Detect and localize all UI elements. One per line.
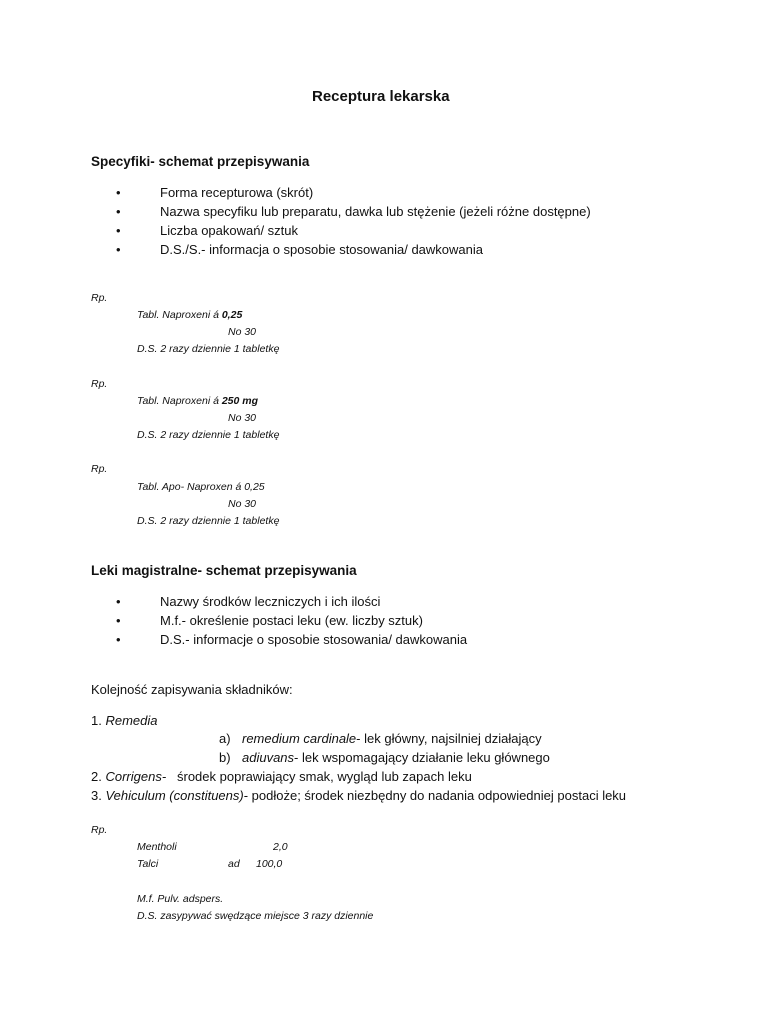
order-subitem-b	[242, 750, 550, 765]
list-item: Nazwy środków leczniczych i ich ilości	[160, 594, 381, 609]
rx-dosage: D.S. 2 razy dziennie 1 tabletkę	[137, 343, 280, 355]
list-item: D.S./S.- informacja o sposobie stosowania/ dawkowania	[160, 242, 483, 257]
list-item: Forma recepturowa (skrót)	[160, 185, 314, 200]
bullet-marker: •	[116, 223, 121, 238]
order-subitem-name: adiuvans	[242, 750, 295, 765]
list-item: Liczba opakowań/ sztuk	[160, 223, 299, 238]
rx-drug-name: Tabl. Apo- Naproxen á 0,25	[137, 481, 265, 493]
rx-dosage: D.S. zasypywać swędzące miejsce 3 razy dziennie	[137, 910, 374, 922]
list-item: D.S.- informacje o sposobie stosowania/ dawkowania	[160, 632, 468, 647]
rx-drug-name: Tabl. Naproxeni á	[137, 395, 219, 407]
bullet-marker: •	[116, 613, 121, 628]
section-heading-specyfiki: Specyfiki- schemat przepisywania	[91, 154, 310, 169]
ingredient-name: Mentholi	[137, 841, 177, 853]
rx-drug-dose: 250 mg	[221, 395, 259, 407]
order-item-name: Vehiculum (constituens)	[105, 788, 244, 803]
rx-drug-line	[137, 309, 242, 321]
ingredient-ad: ad	[228, 858, 240, 870]
rp-label: Rp.	[91, 463, 108, 475]
ingredient-amount: 100,0	[256, 858, 283, 870]
order-subitem-name: remedium cardinale	[242, 731, 357, 746]
rx-quantity: No 30	[228, 326, 257, 338]
order-subitem-label: b)	[219, 750, 231, 765]
order-item-1	[91, 713, 158, 728]
order-item-number: 1.	[91, 713, 102, 728]
order-subitem-desc: - lek wspomagający działanie leku głównego	[294, 750, 550, 765]
ingredient-amount: 2,0	[273, 841, 288, 853]
order-subitem-desc: - lek główny, najsilniej działający	[356, 731, 542, 746]
order-item-desc: - podłoże; środek niezbędny do nadania odpowiedniej postaci leku	[243, 788, 627, 803]
rx-drug-name: Tabl. Naproxeni á	[137, 309, 219, 321]
section-heading-magistral: Leki magistralne- schemat przepisywania	[91, 563, 357, 578]
rx-dosage: D.S. 2 razy dziennie 1 tabletkę	[137, 429, 280, 441]
rx-drug-line	[137, 395, 258, 407]
order-item-name: Remedia	[105, 713, 158, 728]
order-item-number: 2.	[91, 769, 102, 784]
document-title: Receptura lekarska	[312, 88, 450, 105]
order-item-3	[91, 788, 626, 803]
rx-quantity: No 30	[228, 498, 257, 510]
bullet-marker: •	[116, 632, 121, 647]
order-subitem-label: a)	[219, 731, 231, 746]
order-intro: Kolejność zapisywania składników:	[91, 682, 293, 697]
bullet-marker: •	[116, 204, 121, 219]
rp-label: Rp.	[91, 292, 108, 304]
rx-dosage: D.S. 2 razy dziennie 1 tabletkę	[137, 515, 280, 527]
ingredient-name: Talci	[137, 858, 159, 870]
bullet-marker: •	[116, 242, 121, 257]
order-subitem-a	[242, 731, 542, 746]
list-item: Nazwa specyfiku lub preparatu, dawka lub stężenie (jeżeli różne dostępne)	[160, 204, 591, 219]
order-item-name: Corrigens-	[105, 769, 167, 784]
order-item-number: 3.	[91, 788, 102, 803]
rx-form: M.f. Pulv. adspers.	[137, 893, 224, 905]
rx-drug-dose: 0,25	[221, 309, 243, 321]
order-item-2	[91, 769, 472, 784]
rx-quantity: No 30	[228, 412, 257, 424]
bullet-marker: •	[116, 594, 121, 609]
order-item-desc: środek poprawiający smak, wygląd lub zapach leku	[177, 769, 472, 784]
rp-label: Rp.	[91, 378, 108, 390]
rp-label: Rp.	[91, 824, 108, 836]
bullet-marker: •	[116, 185, 121, 200]
list-item: M.f.- określenie postaci leku (ew. liczby sztuk)	[160, 613, 423, 628]
